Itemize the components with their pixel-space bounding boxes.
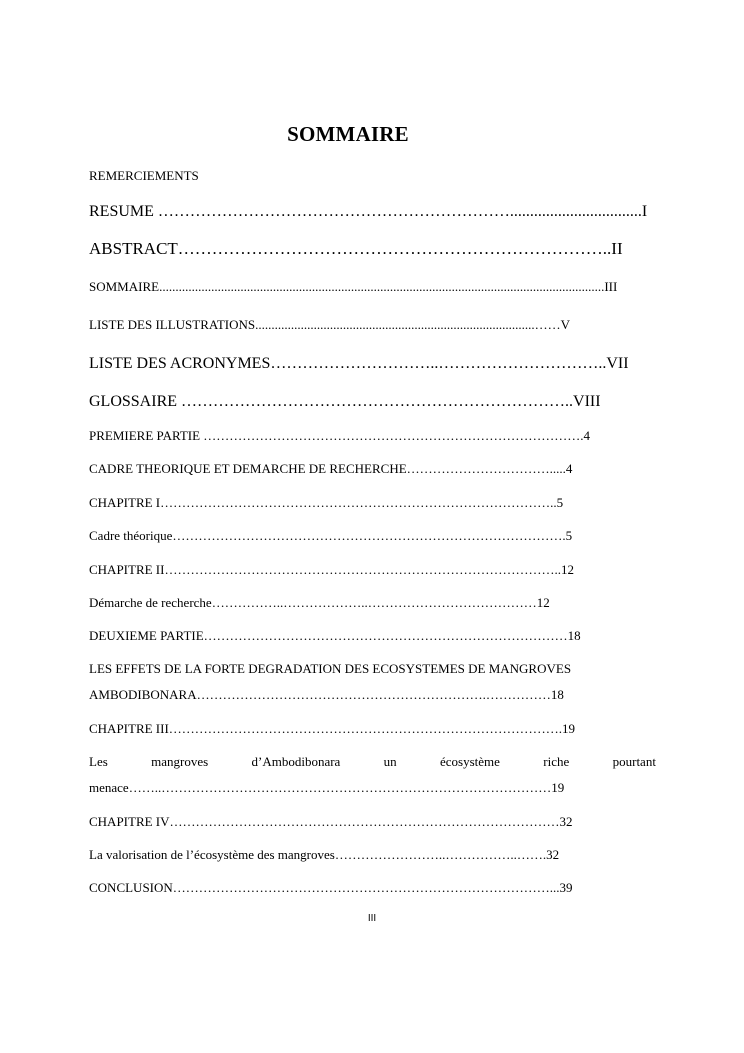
toc-entry-chapitre-4: CHAPITRE IV………………………………………………………………………………32 <box>89 814 573 829</box>
toc-entry-chapitre-1: CHAPITRE I………………………………………………………………………………..5 <box>89 495 564 510</box>
toc-entry-deuxieme-partie: DEUXIEME PARTIE…………………………………………………………………………18 <box>89 628 581 643</box>
toc-word: Les <box>89 754 108 769</box>
toc-entry-glossaire: GLOSSAIRE ………………………………………………………………..VIII <box>89 393 601 410</box>
toc-entry-demarche: Démarche de recherche……………..………………..…………………………………12 <box>89 595 550 610</box>
toc-word: écosystème <box>440 754 500 769</box>
page-title: SOMMAIRE <box>287 122 409 146</box>
toc-entry-resume: RESUME ………………………………………………………….................................I <box>89 203 648 220</box>
toc-entry-premiere-partie: PREMIERE PARTIE …………………………………………………………………………….4 <box>89 428 591 443</box>
toc-entry-valorisation: La valorisation de l’écosystème des mangroves……………………..……………..…….32 <box>89 847 560 862</box>
toc-entry-conclusion: CONCLUSION……………………………………………………………………………...39 <box>89 880 573 895</box>
toc-entry-liste-illustrations: LISTE DES ILLUSTRATIONS......................................................................................……V <box>89 317 570 332</box>
toc-entry-chapitre-3: CHAPITRE III……………………………………………………………………………….19 <box>89 721 576 736</box>
toc-entry-effets-line-2: AMBODIBONARA………………………………………………………….……………18 <box>89 687 564 702</box>
toc-entry-effets-line-1: LES EFFETS DE LA FORTE DEGRADATION DES ECOSYSTEMES DE MANGROVES <box>89 661 572 676</box>
toc-entry-liste-acronymes: LISTE DES ACRONYMES…………………………..…………………………..VII <box>89 355 629 372</box>
toc-word: un <box>383 754 397 769</box>
toc-entry-chapitre-2: CHAPITRE II………………………………………………………………………………..12 <box>89 562 574 577</box>
toc-entry-mangroves-line-2: menace……..………………………………………………………………………………19 <box>89 780 565 795</box>
toc-entry-abstract: ABSTRACT…………………………………………………………………..II <box>89 239 623 258</box>
toc-entry-cadre-demarche: CADRE THEORIQUE ET DEMARCHE DE RECHERCHE…………………………….....4 <box>89 461 573 476</box>
page-number: III <box>367 913 377 924</box>
toc-word: riche <box>543 754 570 769</box>
toc-entry-mangroves-line-1 <box>89 754 656 770</box>
toc-word: d’Ambodibonara <box>251 754 341 769</box>
toc-entry-sommaire: SOMMAIRE.........................................................................................................................................III <box>89 279 618 294</box>
toc-entry-remerciements: REMERCIEMENTS <box>89 168 199 183</box>
toc-word: pourtant <box>612 754 656 769</box>
toc-word: mangroves <box>151 754 209 769</box>
toc-entry-cadre-theorique: Cadre théorique……………………………………………………………………………….5 <box>89 528 573 543</box>
